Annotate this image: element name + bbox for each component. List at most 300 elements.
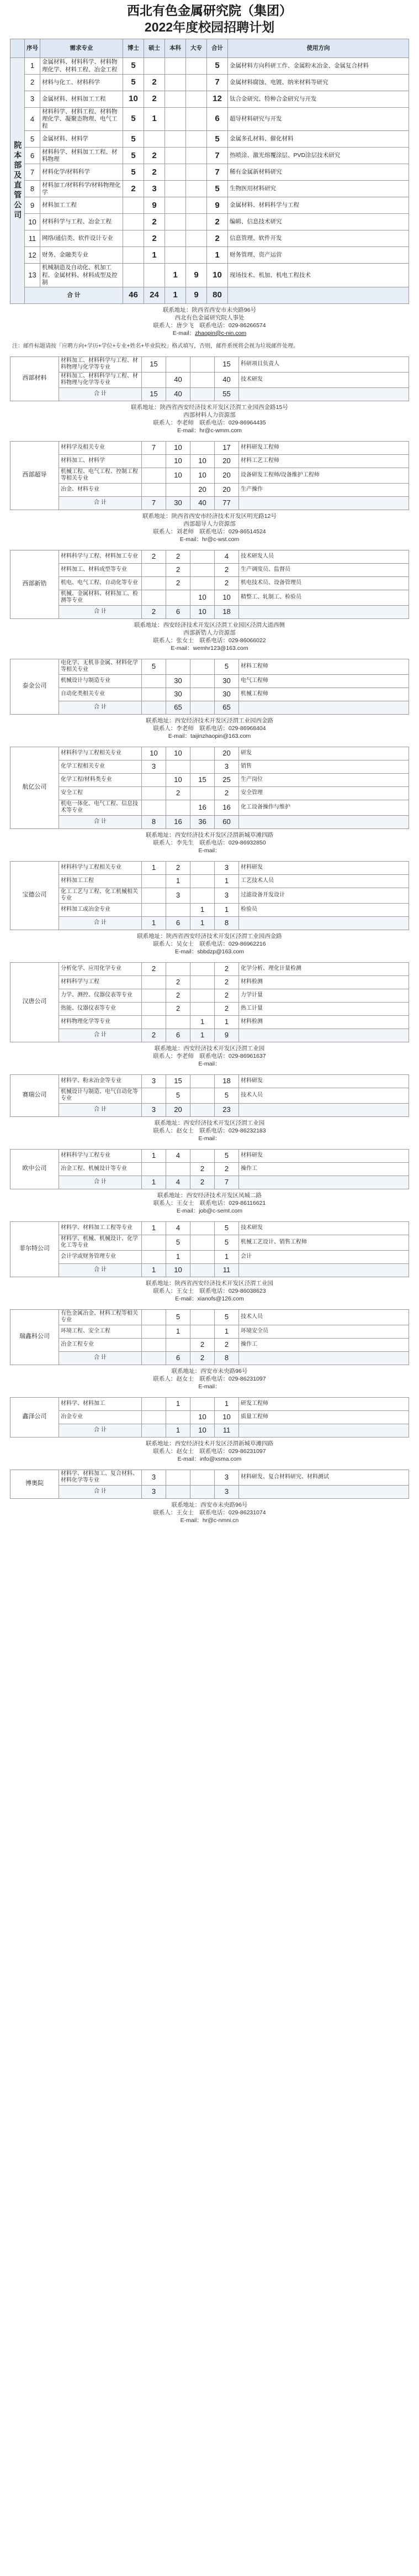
company-count	[190, 989, 215, 1002]
company-count: 1	[215, 1325, 239, 1338]
company-count: 2	[215, 576, 239, 590]
total-ms: 24	[144, 287, 165, 303]
row-direction: 生物医用材料研究	[228, 181, 409, 197]
company-row	[10, 1338, 409, 1351]
row-direction: 编辑、信息技术研究	[228, 214, 409, 230]
contact-line: 联系地址：陕西省西安市经济技术开发区明光路12号	[142, 512, 277, 520]
company-row	[10, 1325, 409, 1338]
company-block	[10, 356, 409, 439]
row-phd	[123, 264, 144, 287]
company-name: 汉唐公司	[10, 962, 59, 1042]
company-row	[10, 975, 409, 989]
company-count	[142, 590, 166, 605]
company-total-row	[10, 496, 409, 510]
company-count: 4	[215, 550, 239, 563]
company-count: 1	[142, 916, 166, 930]
header-bachelor: 本科	[165, 39, 186, 58]
company-direction: 材料研发、复合材料研究、材料测试	[239, 1470, 409, 1485]
company-count	[142, 701, 166, 714]
company-major: 合 计	[59, 1103, 142, 1116]
company-row	[10, 1250, 409, 1263]
header-major: 需求专业	[40, 39, 123, 58]
contact-line: 联系人：张女士 联系电话：029-86066022	[153, 637, 266, 644]
company-name: 赛瑞公司	[10, 1074, 59, 1116]
companies-section	[10, 356, 409, 1529]
company-count	[190, 786, 215, 800]
main-contact-block	[10, 304, 409, 342]
row-major: 材料与化工、材料科学	[40, 75, 123, 91]
company-major: 材料学、材料加工工程等专业	[59, 1221, 142, 1235]
company-major: 化工工艺与工程、化工机械相关专业	[59, 888, 142, 903]
company-direction: 材料研发	[239, 861, 409, 874]
company-count: 1	[215, 1015, 239, 1029]
company-contact	[10, 510, 409, 548]
company-count	[142, 1410, 166, 1424]
company-count	[190, 674, 215, 688]
company-contact	[10, 1277, 409, 1307]
company-row	[10, 674, 409, 688]
row-no: 3	[25, 91, 40, 108]
contact-line: 联系地址：西安经济技术开发区凤城二路	[157, 1192, 262, 1199]
contact-line: 联系人：李先生 联系电话：029-86932850	[153, 839, 266, 846]
row-total: 1	[207, 247, 228, 264]
company-major: 自动化类相关专业	[59, 688, 142, 701]
company-count	[190, 1325, 215, 1338]
company-count	[190, 1235, 215, 1250]
contact-email-label: E-mail：	[172, 329, 195, 337]
row-college	[186, 108, 207, 131]
company-count	[142, 563, 166, 576]
company-count: 3	[142, 1470, 166, 1485]
company-count: 8	[142, 815, 166, 828]
company-count	[166, 590, 190, 605]
company-count: 5	[215, 659, 239, 674]
company-name: 西部材料	[10, 356, 59, 401]
contact-line: 西部超导人力资源部	[183, 520, 236, 527]
company-direction: 材料研发	[239, 1074, 409, 1088]
company-direction: 研发工程师	[239, 1397, 409, 1410]
company-count: 3	[142, 1103, 166, 1116]
company-count: 10	[166, 441, 190, 454]
contact-line: 联系地址：陕西省西安经济技术开发区泾渭工业园西金路	[137, 932, 282, 940]
company-count: 77	[215, 496, 239, 510]
company-contact	[10, 1042, 409, 1072]
row-direction: 金属材料、材料科学与工程	[228, 197, 409, 214]
company-count: 16	[166, 815, 190, 828]
company-count: 18	[215, 605, 239, 618]
company-major: 合 计	[59, 387, 142, 401]
row-major: 网络/通信类、软件设计专业	[40, 230, 123, 247]
company-count: 7	[142, 496, 166, 510]
header-master: 硕士	[144, 39, 165, 58]
company-count: 30	[166, 674, 190, 688]
company-count	[166, 903, 190, 916]
total-total: 80	[207, 287, 228, 303]
company-count	[190, 1263, 215, 1277]
company-count	[166, 1410, 190, 1424]
row-bachelor	[165, 58, 186, 75]
company-direction: 机电技术员、设备管理员	[239, 576, 409, 590]
row-bachelor	[165, 108, 186, 131]
company-count: 20	[166, 1103, 190, 1116]
company-major: 机电一体化、电气工程、信息技术等专业	[59, 800, 142, 815]
company-row	[10, 468, 409, 483]
row-no: 12	[25, 247, 40, 264]
company-count: 10	[190, 590, 215, 605]
company-name: 博奥院	[10, 1470, 59, 1498]
row-phd	[123, 230, 144, 247]
company-count: 2	[166, 861, 190, 874]
company-name: 航亿公司	[10, 747, 59, 828]
company-count: 30	[215, 674, 239, 688]
row-college	[186, 91, 207, 108]
company-table	[10, 1221, 409, 1277]
company-table	[10, 1074, 409, 1117]
company-count: 1	[215, 874, 239, 888]
company-row	[10, 903, 409, 916]
company-count: 3	[215, 1470, 239, 1485]
company-block	[10, 747, 409, 859]
company-count	[166, 659, 190, 674]
company-count: 40	[166, 372, 190, 387]
company-major: 材料科学与工程相关专业	[59, 747, 142, 760]
main-row	[10, 214, 409, 230]
company-row	[10, 800, 409, 815]
company-direction: 化工设备操作与维护	[239, 800, 409, 815]
company-count: 7	[142, 441, 166, 454]
row-college	[186, 131, 207, 148]
company-contact	[10, 1189, 409, 1219]
company-count: 1	[166, 1397, 190, 1410]
row-college	[186, 181, 207, 197]
row-total: 2	[207, 214, 228, 230]
company-table	[10, 659, 409, 715]
company-direction: 力学计量	[239, 989, 409, 1002]
row-phd: 5	[123, 164, 144, 181]
row-no: 11	[25, 230, 40, 247]
company-major: 材料学、材料加工	[59, 1397, 142, 1410]
company-name: 瑞鑫科公司	[10, 1309, 59, 1365]
contact-line: 联系人：唐少飞 联系电话：029-86266574	[153, 322, 266, 329]
company-major: 会计学或财务管理专业	[59, 1250, 142, 1263]
company-row	[10, 962, 409, 975]
company-count: 3	[166, 888, 190, 903]
company-major: 冶金工程专业	[59, 1338, 142, 1351]
contact-line: 联系地址：西安经济技术开发区泾渭工业园	[154, 1045, 265, 1052]
company-row	[10, 1470, 409, 1485]
company-count: 2	[215, 1162, 239, 1176]
company-count	[142, 786, 166, 800]
company-count: 30	[166, 688, 190, 701]
company-count: 3	[142, 760, 166, 773]
contact-line: 联系人：赵女士 联系电话：029-86232183	[153, 1127, 266, 1134]
contact-line: E-mail：info@xsma.com	[177, 1455, 242, 1462]
company-direction	[239, 1485, 409, 1498]
contact-line: 西北有色金属研究院人事处	[174, 314, 245, 321]
company-count: 3	[215, 760, 239, 773]
company-count	[142, 903, 166, 916]
company-count	[166, 1162, 190, 1176]
company-count	[190, 1002, 215, 1015]
company-count	[190, 861, 215, 874]
company-count: 2	[166, 563, 190, 576]
company-row	[10, 576, 409, 590]
company-count: 1	[215, 1397, 239, 1410]
company-direction: 技术人员	[239, 1088, 409, 1103]
total-dz: 9	[186, 287, 207, 303]
company-count: 18	[215, 1074, 239, 1088]
company-row	[10, 688, 409, 701]
company-contact	[10, 715, 409, 744]
company-count: 10	[215, 590, 239, 605]
company-total-row	[10, 701, 409, 714]
company-count: 3	[215, 888, 239, 903]
company-count	[190, 1485, 215, 1498]
row-no: 8	[25, 181, 40, 197]
company-count: 6	[166, 1029, 190, 1042]
company-direction: 操作工	[239, 1162, 409, 1176]
main-plan-table	[10, 39, 409, 304]
main-row	[10, 58, 409, 75]
company-direction: 技术研发人员	[239, 550, 409, 563]
row-phd: 10	[123, 91, 144, 108]
company-total-row	[10, 1029, 409, 1042]
company-name: 菲尔特公司	[10, 1221, 59, 1277]
company-count	[142, 1325, 166, 1338]
company-count	[190, 1397, 215, 1410]
company-count	[190, 747, 215, 760]
company-count	[142, 874, 166, 888]
row-no: 6	[25, 148, 40, 164]
company-count	[142, 1088, 166, 1103]
company-total-row	[10, 605, 409, 618]
company-major: 合 计	[59, 1029, 142, 1042]
company-count	[142, 454, 166, 468]
row-direction: 钛合金研究、特种合金研究与开发	[228, 91, 409, 108]
row-total: 2	[207, 230, 228, 247]
main-row	[10, 91, 409, 108]
company-major: 合 计	[59, 916, 142, 930]
row-direction: 信息管理、软件开发	[228, 230, 409, 247]
row-phd	[123, 197, 144, 214]
company-count: 23	[215, 1103, 239, 1116]
company-count	[142, 1235, 166, 1250]
company-count	[190, 1149, 215, 1162]
company-count: 65	[215, 701, 239, 714]
row-college: 9	[186, 264, 207, 287]
company-count: 20	[215, 483, 239, 496]
row-no: 13	[25, 264, 40, 287]
company-count: 7	[215, 1176, 239, 1189]
row-bachelor	[165, 164, 186, 181]
company-direction	[239, 1424, 409, 1437]
company-direction: 设备研发工程师/设备维护工程师	[239, 468, 409, 483]
row-major: 材料科学与工程、冶金工程	[40, 214, 123, 230]
header-phd: 博士	[123, 39, 144, 58]
company-direction: 操作工	[239, 1338, 409, 1351]
company-major: 冶金工程、机械设计等专业	[59, 1162, 142, 1176]
row-total: 6	[207, 108, 228, 131]
company-count: 4	[166, 1221, 190, 1235]
company-major: 材料科学与工程专业	[59, 1149, 142, 1162]
contact-line: 联系地址：西安经济技术开发区泾渭工业园区泾渭大道西侧	[134, 621, 285, 628]
row-direction: 稀有金属新材料研究	[228, 164, 409, 181]
company-major: 力学、测控、仪器仪表等专业	[59, 989, 142, 1002]
company-row	[10, 1221, 409, 1235]
company-major: 安全工程	[59, 786, 142, 800]
company-count: 1	[190, 1015, 215, 1029]
company-count	[190, 372, 215, 387]
company-name: 西部超导	[10, 441, 59, 510]
company-count: 2	[142, 605, 166, 618]
company-row	[10, 563, 409, 576]
company-row	[10, 760, 409, 773]
company-direction: 生产操作	[239, 483, 409, 496]
company-row	[10, 483, 409, 496]
company-count: 2	[166, 1002, 190, 1015]
company-count: 60	[215, 815, 239, 828]
company-major: 材料加工工程	[59, 874, 142, 888]
row-master	[144, 264, 165, 287]
company-row	[10, 1309, 409, 1325]
company-block	[10, 441, 409, 548]
contact-line	[10, 329, 409, 337]
company-count: 11	[215, 1263, 239, 1277]
row-master	[144, 131, 165, 148]
header-no: 序号	[25, 39, 40, 58]
company-count: 2	[166, 550, 190, 563]
company-major: 环境工程、安全工程	[59, 1325, 142, 1338]
contact-line: E-mail：hr@c-wst.com	[179, 536, 240, 543]
company-block	[10, 1397, 409, 1467]
company-row	[10, 1015, 409, 1029]
company-block	[10, 1309, 409, 1395]
main-header-row	[10, 39, 409, 58]
company-count: 20	[215, 747, 239, 760]
company-count	[142, 1424, 166, 1437]
contact-line: E-mail：	[198, 1060, 221, 1067]
company-row	[10, 550, 409, 563]
company-count: 5	[215, 1149, 239, 1162]
company-count	[190, 1250, 215, 1263]
company-row	[10, 1149, 409, 1162]
company-count: 10	[166, 773, 190, 786]
company-row	[10, 747, 409, 760]
company-count	[142, 773, 166, 786]
company-count: 15	[215, 356, 239, 372]
row-phd	[123, 214, 144, 230]
company-count	[142, 468, 166, 483]
company-count: 2	[142, 550, 166, 563]
company-count: 5	[215, 1088, 239, 1103]
company-count: 8	[215, 916, 239, 930]
contact-line: 联系地址：陕西省西安市未央路96号	[162, 306, 257, 313]
company-count	[142, 576, 166, 590]
company-count: 2	[190, 1338, 215, 1351]
row-major: 材料加工/材料科学/材料物理化学	[40, 181, 123, 197]
company-count: 17	[215, 441, 239, 454]
company-major: 材料加工、材料学	[59, 454, 142, 468]
company-direction: 电气工程师	[239, 674, 409, 688]
company-total-row	[10, 387, 409, 401]
company-count: 2	[215, 1338, 239, 1351]
row-total: 9	[207, 197, 228, 214]
contact-line: 联系人：王女士 联系电话：029-86231074	[153, 1509, 266, 1516]
row-major: 金属材料、材料加工工程	[40, 91, 123, 108]
company-direction: 环境安全员	[239, 1325, 409, 1338]
company-row	[10, 372, 409, 387]
company-direction	[239, 387, 409, 401]
company-table	[10, 1470, 409, 1499]
company-row	[10, 888, 409, 903]
company-count	[142, 1338, 166, 1351]
company-count	[142, 1397, 166, 1410]
contact-line: 联系人：吴女士 联系电话：029-86962216	[153, 940, 266, 947]
company-name: 鑫泽公司	[10, 1397, 59, 1437]
unit-label: 院本部及直管公司	[10, 58, 25, 304]
company-count	[142, 483, 166, 496]
contact-line: 联系地址：西安经济技术开发区泾渭新城草滩四路	[146, 1440, 273, 1447]
company-total-row	[10, 1103, 409, 1116]
company-row	[10, 1074, 409, 1088]
company-count	[166, 1015, 190, 1029]
row-total: 7	[207, 148, 228, 164]
row-direction: 财务管理、资产运营	[228, 247, 409, 264]
company-row	[10, 590, 409, 605]
company-major: 材料学、粉末冶金等专业	[59, 1074, 142, 1088]
row-bachelor	[165, 214, 186, 230]
company-count: 5	[166, 1088, 190, 1103]
company-count: 6	[166, 605, 190, 618]
row-major: 材料科学、材料加工工程、材料物理	[40, 148, 123, 164]
company-direction	[239, 916, 409, 930]
row-college	[186, 58, 207, 75]
company-direction: 材料研发	[239, 1149, 409, 1162]
company-row	[10, 1235, 409, 1250]
company-count	[190, 701, 215, 714]
company-count: 20	[190, 483, 215, 496]
row-master	[144, 58, 165, 75]
row-bachelor	[165, 91, 186, 108]
row-bachelor	[165, 131, 186, 148]
company-direction	[239, 1103, 409, 1116]
company-row	[10, 1410, 409, 1424]
contact-line: 联系人：李老师 联系电话：029-86968404	[153, 725, 266, 732]
company-count	[142, 989, 166, 1002]
contact-email-link[interactable]: zhaopin@c-nin.com	[195, 329, 247, 337]
company-direction: 机械工程师	[239, 688, 409, 701]
row-bachelor	[165, 181, 186, 197]
company-total-row	[10, 1176, 409, 1189]
contact-line: 联系地址：陕西省西安经济技术开发区泾渭工业园西金路15号	[131, 403, 288, 411]
row-master: 2	[144, 214, 165, 230]
company-count	[142, 372, 166, 387]
company-count	[190, 874, 215, 888]
total-label: 合 计	[25, 287, 123, 303]
company-count: 1	[166, 1424, 190, 1437]
company-count: 3	[142, 1074, 166, 1088]
company-count: 1	[166, 874, 190, 888]
company-name: 西部新锆	[10, 550, 59, 618]
company-count: 1	[166, 1250, 190, 1263]
company-count	[142, 674, 166, 688]
row-major: 材料加工工程	[40, 197, 123, 214]
company-count	[190, 441, 215, 454]
main-row	[10, 148, 409, 164]
company-count: 3	[215, 1485, 239, 1498]
company-block	[10, 1074, 409, 1147]
company-count	[142, 1002, 166, 1015]
